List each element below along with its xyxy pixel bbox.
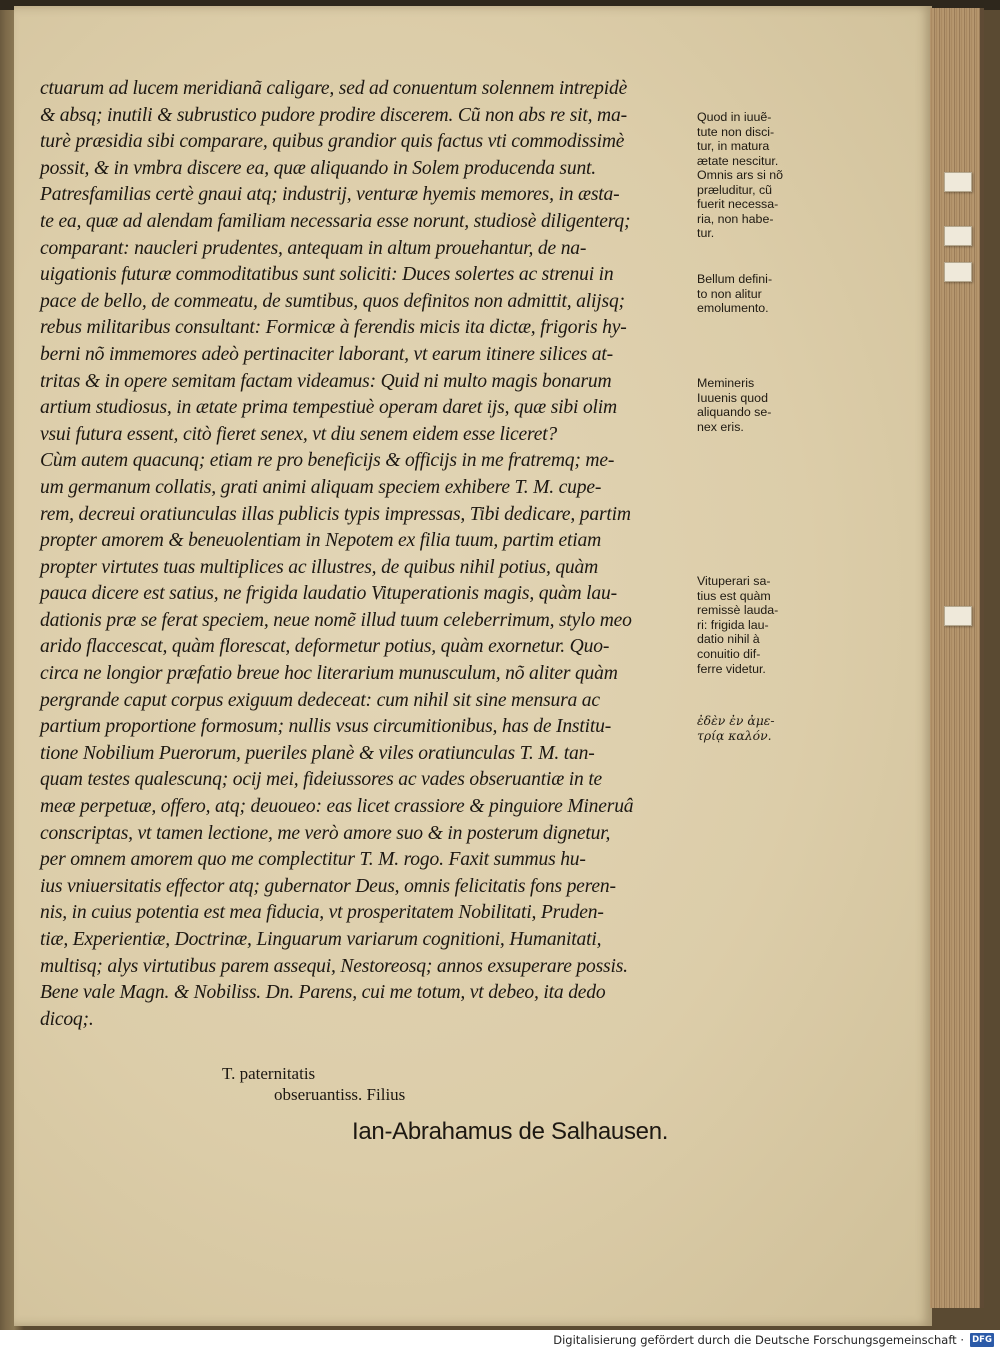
text-line: dationis præ se ferat speciem, neue nomẽ illud tuum celeberrimum, stylo meo [40,609,632,631]
text-line: ctuarum ad lucem meridianã caligare, sed ad conuentum solennem intrepidè [40,78,628,99]
margin-note-2 [697,168,817,241]
dfg-logo-icon: DFG [970,1333,994,1347]
margin-note-line: ferre videtur. [697,661,766,676]
margin-note-line: Memineris [697,376,755,390]
text-line: per omnem amorem quo me complectitur T. M. rogo. Faxit summus hu- [40,849,586,871]
margin-note-line: ri: frigida lau- [697,617,769,632]
text-line: & absq; inutili & subrustico pudore prodire discerem. Cũ non abs re sit, ma- [40,104,627,126]
bookmark-tab [944,262,972,282]
closing-line-1: T. paternitatis [222,1064,316,1083]
footer-bar [0,1330,1000,1352]
text-line: tione Nobilium Puerorum, pueriles planè & viles oratiunculas T. M. tan- [40,742,595,764]
text-line: possit, & in vmbra discere ea, quæ aliquando in Solem producenda sunt. [40,157,596,179]
margin-note-line: nex eris. [697,419,744,434]
margin-note-line: to non alitur [697,286,762,301]
text-line: te ea, quæ ad alendam familiam necessaria esse norunt, studiosè diligenterq; [40,210,631,232]
signature: Ian-Abrahamus de Salhausen. [352,1118,669,1145]
margin-note-line: Bellum defini- [697,272,773,286]
text-line: vsui futura essent, citò fieret senex, vt diu senem eidem esse liceret? [40,423,558,445]
text-line: circa ne longior præfatio breue hoc literarium munusculum, nõ aliter quàm [40,663,618,685]
margin-note-line: tius est quàm [697,588,771,603]
text-line: propter virtutes tuas multiplices ac illustres, de quibus nihil potius, quàm [40,556,599,578]
margin-note-line: fuerit necessa- [697,197,779,212]
text-line: meæ perpetuæ, offero, atq; deuoueo: eas licet crassiore & pinguiore Mineruâ [40,796,634,818]
margin-note-line: datio nihil à [697,632,760,647]
margin-note-4 [697,376,817,434]
margin-note-line: aliquando se- [697,405,772,420]
text-line: rem, decreui oratiunculas illas publicis typis impressas, Tibi dedicare, partim [40,503,631,525]
margin-note-line: emolumento. [697,301,769,316]
bookmark-tab [944,226,972,246]
text-line: propter amorem & beneuolentiam in Nepotem ex filia tuum, partim etiam [40,530,602,552]
text-line: arido flaccescat, quàm florescat, deformetur potius, quàm exornetur. Quo- [40,636,610,658]
margin-note-line: tute non disci- [697,124,775,139]
main-latin-text [40,76,690,1033]
margin-note-line: conuitio dif- [697,646,761,661]
text-line: Bene vale Magn. & Nobiliss. Dn. Parens, cui me totum, vt debeo, ita dedo [40,982,606,1004]
text-line: tiæ, Experientiæ, Doctrinæ, Linguarum variarum cognitioni, Humanitati, [40,929,602,950]
margin-note-greek [697,714,817,743]
text-line: berni nõ immemores adeò pertinaciter laborant, vt earum itinere silices at- [40,343,613,365]
page-edges [930,8,984,1308]
text-line: uigationis futuræ commoditatibus sunt soliciti: Duces solertes ac strenui in [40,264,614,286]
text-line: um germanum collatis, grati animi aliquam speciem exhibere T. M. cupe- [40,476,602,498]
margin-note-line: ria, non habe- [697,211,774,226]
text-line: Cùm autem quacunq; etiam re pro beneficijs & officijs in me fratremq; me- [40,450,615,472]
text-line: Patresfamilias certè gnaui atq; industrij, venturæ hyemis memores, in æsta- [40,184,620,206]
margin-note-line: ætate nescitur. [697,153,779,168]
text-line: pauca dicere est satius, ne frigida laudatio Vituperationis magis, quàm lau- [40,583,617,605]
margin-note-line: Iuuenis quod [697,390,768,405]
text-line: multisq; alys virtutibus parem assequi, Nestoreosq; annos exsuperare possis. [40,955,628,977]
margin-note-line: Quod in iuuẽ- [697,110,772,124]
margin-note-line: remissè lauda- [697,603,779,618]
margin-note-line: præluditur, cũ [697,182,773,197]
text-line: conscriptas, vt tamen lectione, me verò amore suo & in posterum dignetur, [40,822,611,844]
margin-note-line: tur. [697,226,715,241]
margin-note-line: tur, in matura [697,139,770,154]
text-line: partium proportione formosum; nullis vsus circumitionibus, has de Institu- [40,716,612,738]
margin-note-1 [697,110,817,168]
text-line: rebus militaribus consultant: Formicæ à ferendis micis ita dictæ, frigoris hy- [40,317,627,339]
footer-credit: Digitalisierung gefördert durch die Deutsche Forschungsgemeinschaft · [553,1333,964,1347]
margin-note-line: Omnis ars si nõ [697,168,784,182]
text-line: turè præsidia sibi comparare, quibus grandior quis factus vti commodissimè [40,131,625,153]
text-line: quam testes qualescunq; ocij mei, fideiussores ac vades obseruantiæ in te [40,769,603,791]
bookmark-tab [944,172,972,192]
margin-note-line: Vituperari sa- [697,574,771,588]
text-line: tritas & in opere semitam factam videamus: Quid ni multo magis bonarum [40,370,612,392]
closing-line-2: obseruantiss. Filius [274,1085,406,1104]
margin-note-line: ἐδὲν ἐν ἀμε- [697,713,775,728]
margin-note-line: τρίᾳ καλόν. [697,727,772,743]
text-line: pergrande caput corpus exiguum dedeceat: cum nihil sit sine mensura ac [40,689,600,711]
text-line: nis, in cuius potentia est mea fiducia, vt prosperitatem Nobilitati, Pruden- [40,902,604,924]
text-line: comparant: naucleri prudentes, antequam in altum prouehantur, de na- [40,237,587,259]
text-line: dicoq;. [40,1008,94,1030]
bookmark-tab [944,606,972,626]
margin-note-5 [697,574,817,676]
text-line: pace de bello, de commeatu, de sumtibus, quos definitos non admittit, alijsq; [40,290,625,312]
margin-note-3 [697,272,817,316]
text-line: artium studiosus, in ætate prima tempestiuè operam daret ijs, quæ sibi olim [40,397,617,419]
text-line: ius vniuersitatis effector atq; gubernator Deus, omnis felicitatis fons peren- [40,875,616,897]
